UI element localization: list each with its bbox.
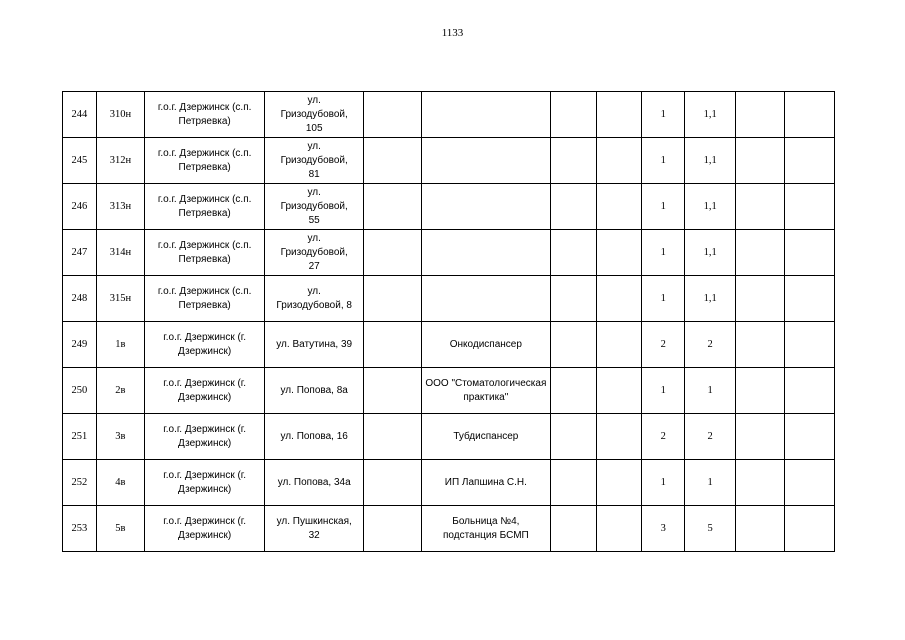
cell-empty (550, 506, 596, 552)
cell-organization: Больница №4, подстанция БСМП (422, 506, 550, 552)
cell-empty (596, 276, 641, 322)
cell-number: 251 (63, 414, 97, 460)
cell-empty (735, 414, 785, 460)
cell-empty (735, 460, 785, 506)
cell-code: 5в (96, 506, 144, 552)
cell-empty (550, 460, 596, 506)
cell-empty (596, 414, 641, 460)
cell-quantity: 1 (642, 184, 685, 230)
cell-empty (364, 184, 422, 230)
cell-empty (364, 92, 422, 138)
cell-empty (735, 230, 785, 276)
cell-address: ул. Гризодубовой, 81 (265, 138, 364, 184)
cell-quantity: 1 (642, 230, 685, 276)
cell-organization (422, 184, 550, 230)
cell-organization: Тубдиспансер (422, 414, 550, 460)
cell-empty (364, 276, 422, 322)
cell-code: 1в (96, 322, 144, 368)
cell-district: г.о.г. Дзержинск (г. Дзержинск) (145, 322, 265, 368)
cell-district: г.о.г. Дзержинск (г. Дзержинск) (145, 368, 265, 414)
cell-quantity: 1 (642, 368, 685, 414)
cell-empty (550, 92, 596, 138)
cell-empty (550, 184, 596, 230)
cell-code: 312н (96, 138, 144, 184)
table-row (63, 506, 835, 552)
cell-number: 245 (63, 138, 97, 184)
cell-quantity: 1 (642, 138, 685, 184)
cell-empty (785, 276, 835, 322)
cell-address: ул. Гризодубовой, 55 (265, 184, 364, 230)
table-row (63, 368, 835, 414)
cell-address: ул. Попова, 16 (265, 414, 364, 460)
cell-empty (364, 506, 422, 552)
cell-volume: 1 (685, 368, 736, 414)
cell-volume: 1,1 (685, 92, 736, 138)
cell-number: 248 (63, 276, 97, 322)
page-number: 1133 (441, 27, 464, 39)
cell-quantity: 2 (642, 414, 685, 460)
cell-address: ул. Попова, 34а (265, 460, 364, 506)
cell-code: 314н (96, 230, 144, 276)
cell-organization (422, 276, 550, 322)
cell-volume: 5 (685, 506, 736, 552)
cell-address: ул. Гризодубовой, 8 (265, 276, 364, 322)
registry-table (62, 91, 835, 552)
cell-empty (550, 414, 596, 460)
cell-empty (364, 138, 422, 184)
cell-code: 310н (96, 92, 144, 138)
cell-volume: 1,1 (685, 184, 736, 230)
cell-volume: 2 (685, 322, 736, 368)
table-row (63, 276, 835, 322)
table-row (63, 184, 835, 230)
cell-number: 249 (63, 322, 97, 368)
cell-empty (785, 414, 835, 460)
cell-organization (422, 230, 550, 276)
cell-empty (596, 184, 641, 230)
cell-district: г.о.г. Дзержинск (г. Дзержинск) (145, 414, 265, 460)
cell-number: 246 (63, 184, 97, 230)
cell-empty (596, 506, 641, 552)
cell-district: г.о.г. Дзержинск (с.п. Петряевка) (145, 276, 265, 322)
cell-volume: 2 (685, 414, 736, 460)
table-row (63, 230, 835, 276)
cell-empty (735, 92, 785, 138)
cell-district: г.о.г. Дзержинск (с.п. Петряевка) (145, 138, 265, 184)
cell-empty (596, 460, 641, 506)
cell-district: г.о.г. Дзержинск (с.п. Петряевка) (145, 230, 265, 276)
cell-empty (550, 138, 596, 184)
cell-empty (550, 230, 596, 276)
cell-empty (735, 368, 785, 414)
cell-empty (785, 322, 835, 368)
cell-empty (785, 368, 835, 414)
cell-volume: 1 (685, 460, 736, 506)
cell-quantity: 2 (642, 322, 685, 368)
cell-quantity: 1 (642, 460, 685, 506)
cell-quantity: 3 (642, 506, 685, 552)
cell-empty (364, 230, 422, 276)
cell-number: 253 (63, 506, 97, 552)
cell-volume: 1,1 (685, 276, 736, 322)
cell-address: ул. Гризодубовой, 27 (265, 230, 364, 276)
cell-empty (785, 92, 835, 138)
cell-empty (550, 368, 596, 414)
cell-address: ул. Пушкинская, 32 (265, 506, 364, 552)
cell-empty (596, 92, 641, 138)
cell-empty (364, 414, 422, 460)
cell-empty (550, 322, 596, 368)
cell-empty (735, 322, 785, 368)
table-row (63, 460, 835, 506)
cell-volume: 1,1 (685, 230, 736, 276)
cell-district: г.о.г. Дзержинск (г. Дзержинск) (145, 506, 265, 552)
cell-empty (596, 138, 641, 184)
cell-empty (735, 138, 785, 184)
cell-empty (364, 460, 422, 506)
table-row (63, 414, 835, 460)
cell-district: г.о.г. Дзержинск (г. Дзержинск) (145, 460, 265, 506)
cell-empty (735, 276, 785, 322)
cell-organization: ИП Лапшина С.Н. (422, 460, 550, 506)
cell-quantity: 1 (642, 276, 685, 322)
cell-empty (785, 184, 835, 230)
cell-organization (422, 138, 550, 184)
cell-number: 250 (63, 368, 97, 414)
cell-number: 244 (63, 92, 97, 138)
cell-empty (785, 230, 835, 276)
cell-code: 4в (96, 460, 144, 506)
cell-address: ул. Попова, 8а (265, 368, 364, 414)
table-row (63, 322, 835, 368)
cell-volume: 1,1 (685, 138, 736, 184)
cell-empty (596, 322, 641, 368)
cell-code: 2в (96, 368, 144, 414)
cell-empty (785, 506, 835, 552)
cell-empty (364, 368, 422, 414)
cell-empty (735, 184, 785, 230)
cell-code: 315н (96, 276, 144, 322)
cell-empty (735, 506, 785, 552)
cell-address: ул. Ватутина, 39 (265, 322, 364, 368)
cell-address: ул. Гризодубовой, 105 (265, 92, 364, 138)
cell-number: 247 (63, 230, 97, 276)
cell-organization: Онкодиспансер (422, 322, 550, 368)
cell-empty (596, 230, 641, 276)
cell-quantity: 1 (642, 92, 685, 138)
cell-district: г.о.г. Дзержинск (с.п. Петряевка) (145, 184, 265, 230)
cell-empty (550, 276, 596, 322)
cell-organization: ООО "Стоматологическая практика" (422, 368, 550, 414)
cell-number: 252 (63, 460, 97, 506)
cell-code: 313н (96, 184, 144, 230)
cell-district: г.о.г. Дзержинск (с.п. Петряевка) (145, 92, 265, 138)
cell-empty (785, 138, 835, 184)
cell-organization (422, 92, 550, 138)
cell-empty (785, 460, 835, 506)
table-body (63, 92, 835, 552)
cell-empty (364, 322, 422, 368)
cell-code: 3в (96, 414, 144, 460)
table-row (63, 138, 835, 184)
table-row (63, 92, 835, 138)
cell-empty (596, 368, 641, 414)
